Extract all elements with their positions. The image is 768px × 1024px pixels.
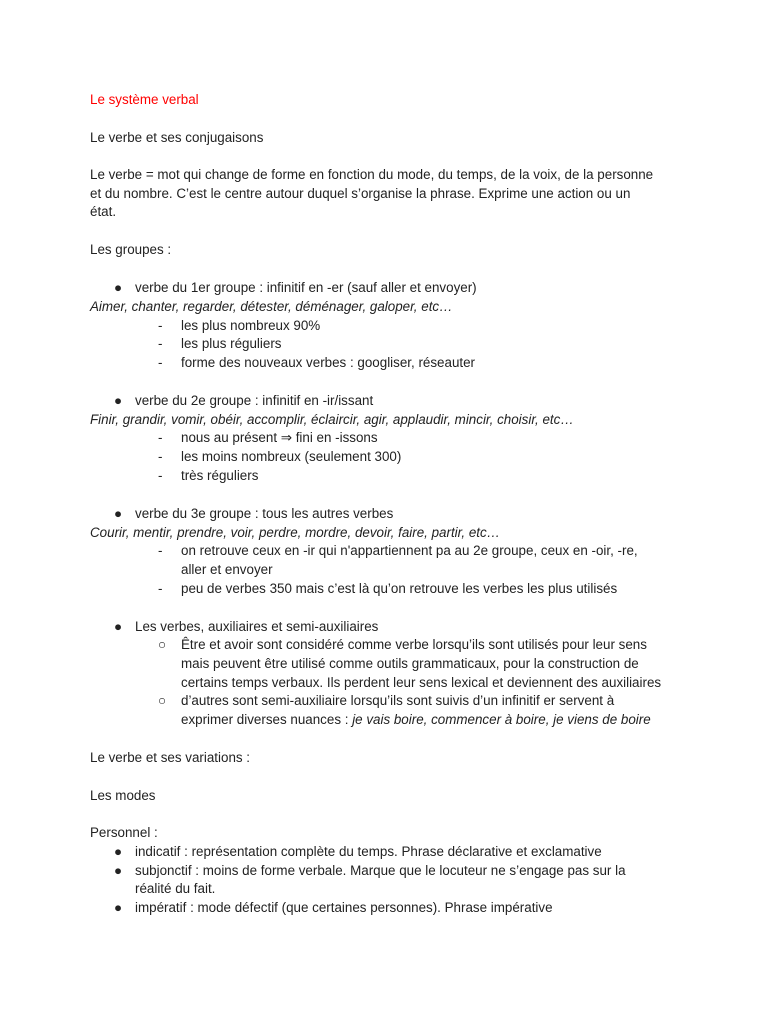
sub-list-item: d’autres sont semi-auxiliaire lorsqu’ils sont suivis d’un infinitif er servent à	[181, 693, 615, 708]
dash-icon: -	[158, 449, 163, 464]
dash-icon: -	[158, 336, 163, 351]
plain-text: exprimer diverses nuances :	[181, 712, 353, 727]
circle-bullet-icon: ○	[158, 637, 167, 652]
list-item: verbe du 2e groupe : infinitif en -ir/issant	[135, 393, 374, 408]
list-item: les moins nombreux (seulement 300)	[181, 449, 402, 464]
circle-bullet-icon: ○	[158, 693, 167, 708]
paragraph-line: Le verbe = mot qui change de forme en fonction du mode, du temps, de la voix, de la personne	[90, 167, 654, 182]
list-item: on retrouve ceux en -ir qui n'appartiennent pa au 2e groupe, ceux en -oir, -re,	[181, 543, 638, 558]
bullet-icon: ●	[114, 506, 123, 521]
list-item: verbe du 3e groupe : tous les autres verbes	[135, 506, 394, 521]
list-item: nous au présent ⇒ fini en -issons	[181, 430, 378, 445]
section-heading: Les modes	[90, 788, 156, 803]
bullet-icon: ●	[114, 619, 123, 634]
sub-list-item-continuation	[181, 711, 651, 730]
dash-icon: -	[158, 543, 163, 558]
list-item: les plus réguliers	[181, 336, 282, 351]
section-heading: Personnel :	[90, 825, 158, 840]
list-item: indicatif : représentation complète du temps. Phrase déclarative et exclamative	[135, 844, 602, 859]
bullet-icon: ●	[114, 393, 123, 408]
list-item: peu de verbes 350 mais c’est là qu’on retrouve les verbes les plus utilisés	[181, 581, 618, 596]
section-heading: Le verbe et ses conjugaisons	[90, 130, 264, 145]
paragraph-line: et du nombre. C’est le centre autour duquel s’organise la phrase. Exprime une action ou un	[90, 186, 631, 201]
bullet-icon: ●	[114, 280, 123, 295]
sub-list-item-continuation: certains temps verbaux. Ils perdent leur sens lexical et deviennent des auxiliaires	[181, 675, 662, 690]
list-item-continuation: aller et envoyer	[181, 562, 273, 577]
list-item: forme des nouveaux verbes : googliser, réseauter	[181, 355, 476, 370]
examples-line: Aimer, chanter, regarder, détester, déménager, galoper, etc…	[90, 299, 453, 314]
groups-heading: Les groupes :	[90, 242, 172, 257]
sub-list-item-continuation: mais peuvent être utilisé comme outils grammaticaux, pour la construction de	[181, 656, 639, 671]
list-item-continuation: réalité du fait.	[135, 881, 216, 896]
dash-icon: -	[158, 430, 163, 445]
bullet-icon: ●	[114, 863, 123, 878]
list-item: verbe du 1er groupe : infinitif en -er (sauf aller et envoyer)	[135, 280, 477, 295]
dash-icon: -	[158, 581, 163, 596]
examples-line: Courir, mentir, prendre, voir, perdre, mordre, devoir, faire, partir, etc…	[90, 525, 501, 540]
bullet-icon: ●	[114, 900, 123, 915]
dash-icon: -	[158, 318, 163, 333]
italic-examples: je vais boire, commencer à boire, je viens de boire	[352, 712, 651, 727]
list-item: subjonctif : moins de forme verbale. Marque que le locuteur ne s’engage pas sur la	[135, 863, 626, 878]
dash-icon: -	[158, 468, 163, 483]
list-item: très réguliers	[181, 468, 259, 483]
list-item: les plus nombreux 90%	[181, 318, 321, 333]
bullet-icon: ●	[114, 844, 123, 859]
dash-icon: -	[158, 355, 163, 370]
sub-list-item: Être et avoir sont considéré comme verbe lorsqu’ils sont utilisés pour leur sens	[181, 637, 647, 652]
examples-line: Finir, grandir, vomir, obéir, accomplir, éclaircir, agir, applaudir, mincir, choisir, etc…	[90, 412, 574, 427]
document-title: Le système verbal	[90, 92, 199, 107]
paragraph-line: état.	[90, 204, 117, 219]
list-item: impératif : mode défectif (que certaines personnes). Phrase impérative	[135, 900, 553, 915]
list-item: Les verbes, auxiliaires et semi-auxiliaires	[135, 619, 379, 634]
section-heading: Le verbe et ses variations :	[90, 750, 251, 765]
